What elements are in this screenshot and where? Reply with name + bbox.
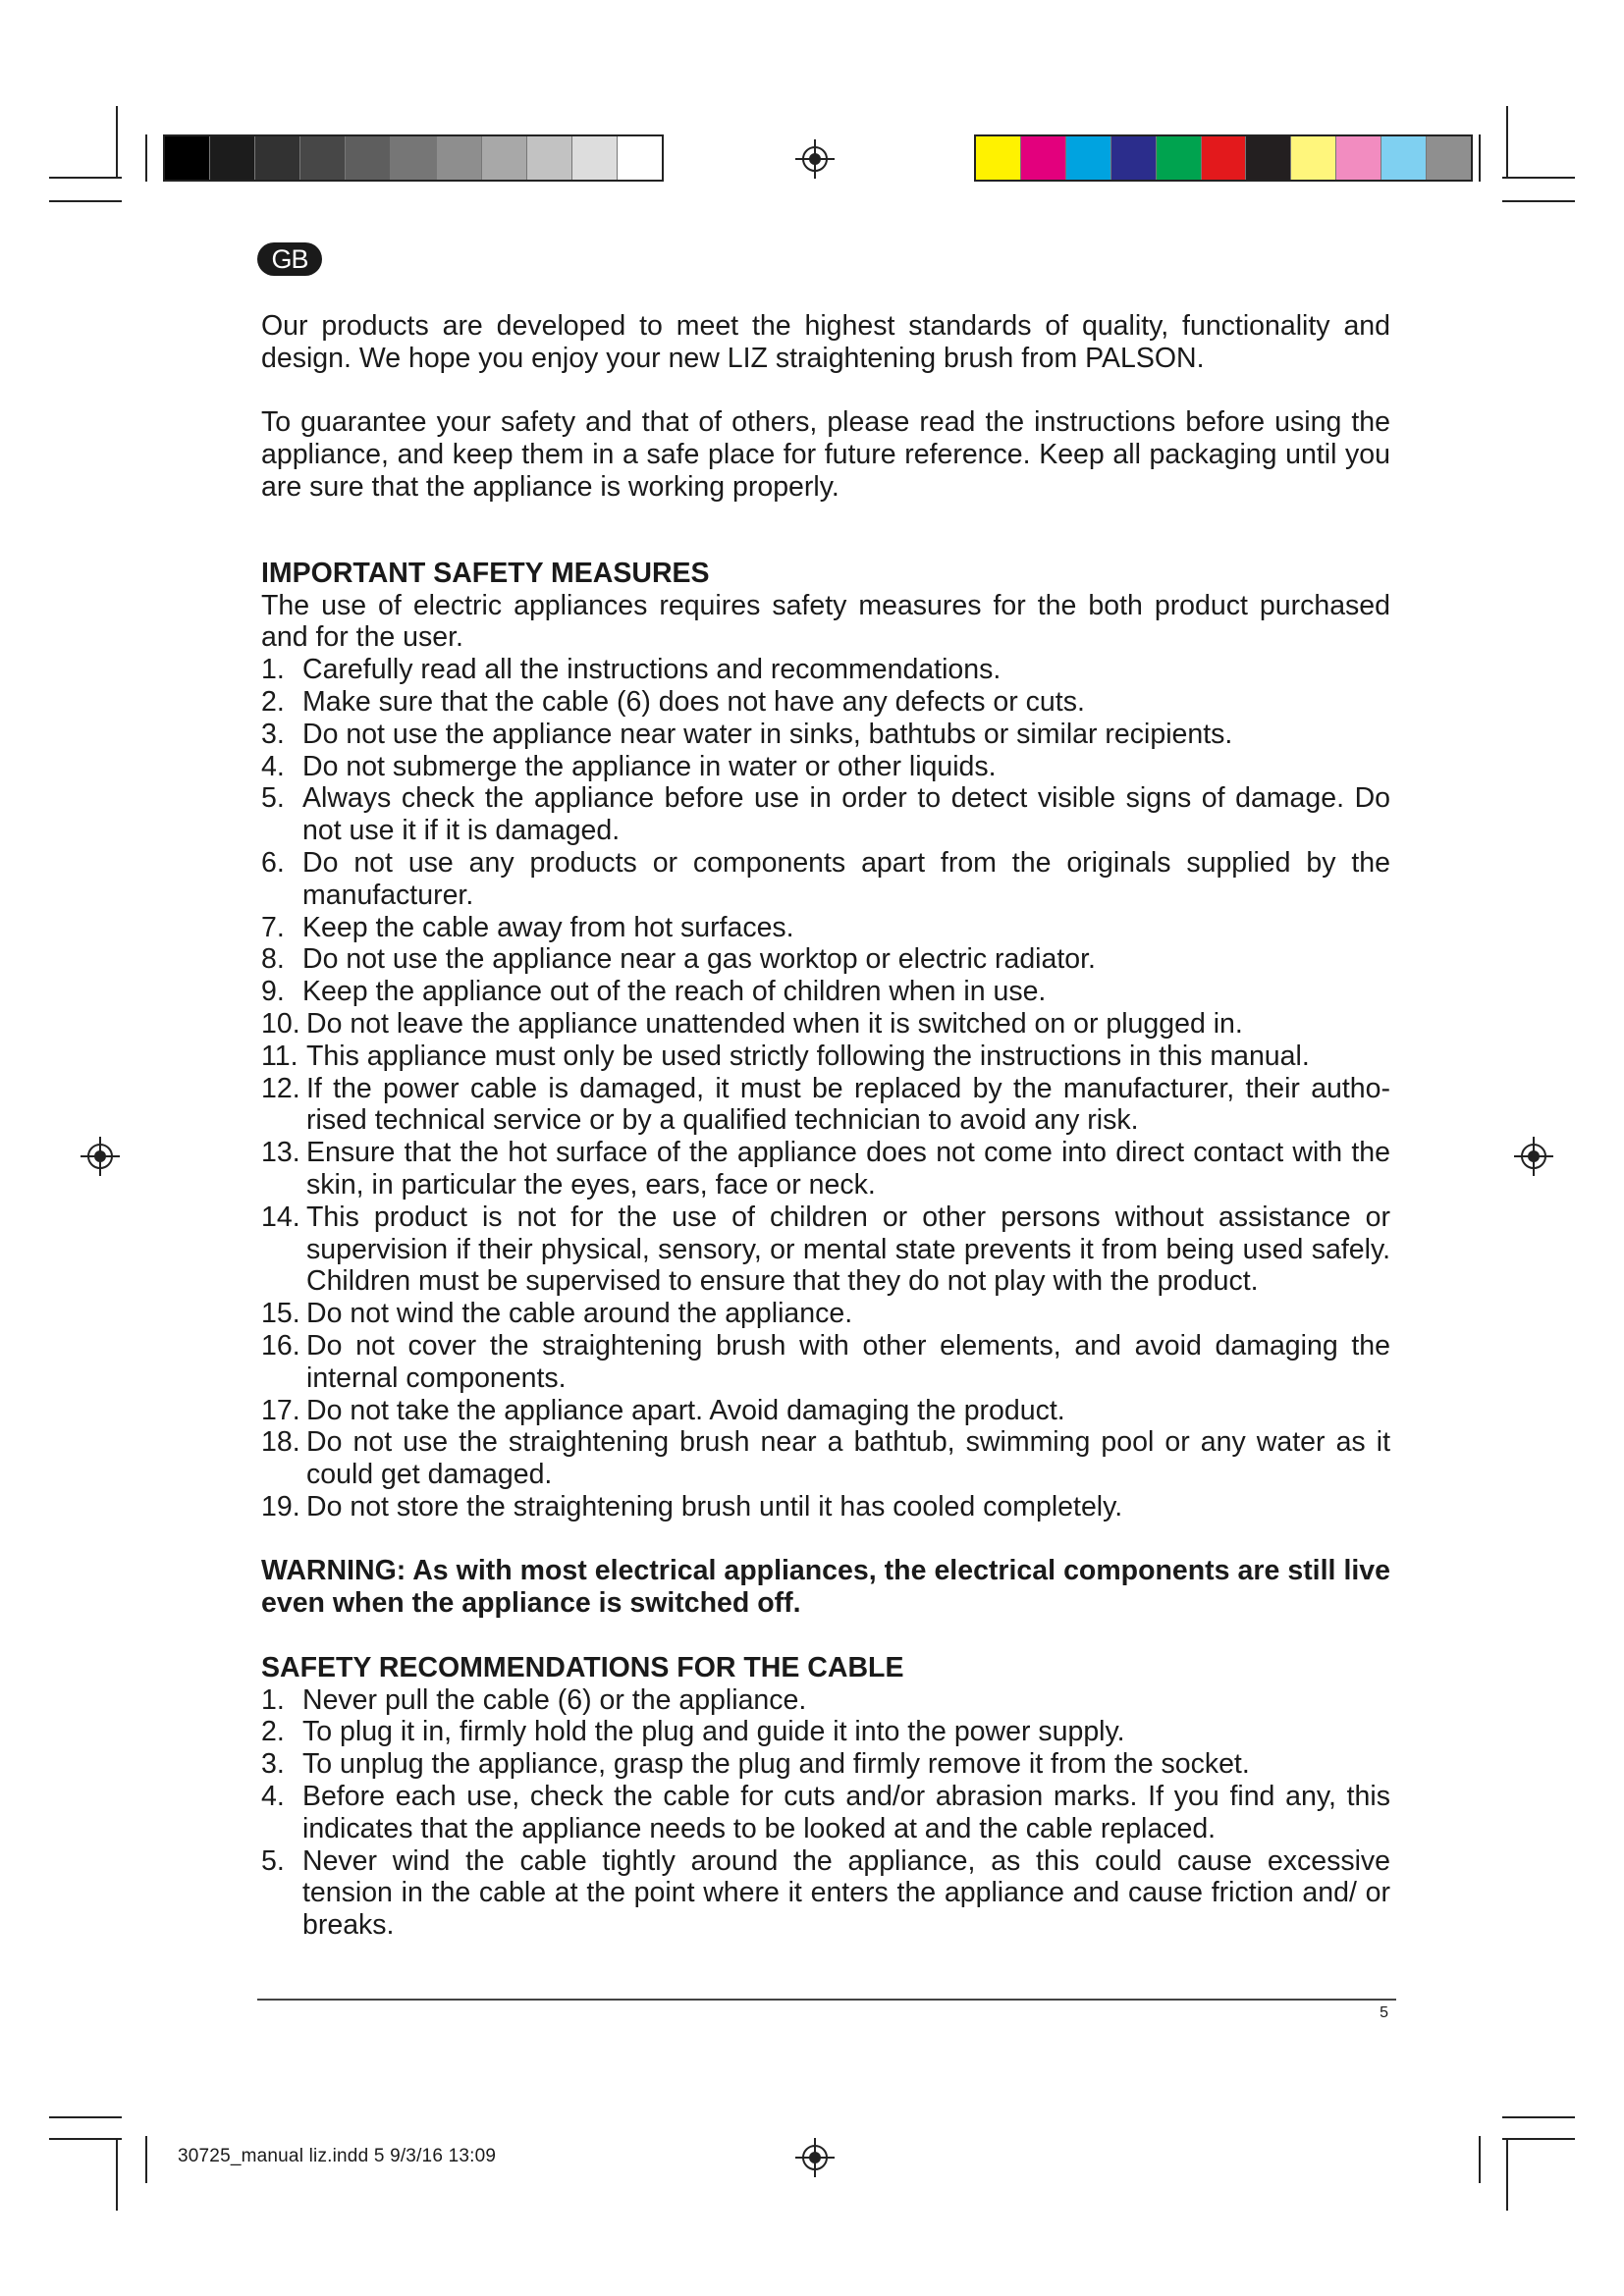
list-item <box>261 719 1390 751</box>
color-swatch <box>1021 136 1066 180</box>
list-item-number: 7. <box>261 911 285 943</box>
list-item-text: Always check the appliance before use in order to detect visible signs of damage. Do not use it if it is damaged. <box>302 782 1390 847</box>
color-swatch <box>482 136 527 180</box>
list-item <box>261 1298 1390 1330</box>
list-item <box>261 1201 1390 1298</box>
list-item-text: To plug it in, firmly hold the plug and guide it into the power supply. <box>302 1716 1125 1748</box>
list-item <box>261 1491 1390 1523</box>
color-calibration-bar <box>974 134 1473 182</box>
list-item-text: Do not submerge the appliance in water or other liquids. <box>302 750 997 782</box>
list-item-number: 3. <box>261 718 285 750</box>
list-item-number: 2. <box>261 685 285 718</box>
list-item <box>261 1008 1390 1041</box>
list-item-number: 1. <box>261 654 285 686</box>
list-item-text: Before each use, check the cable for cuts and/or abrasion marks. If you find any, this indicates that the appliance needs to be looked at and the cable replaced. <box>302 1781 1390 1844</box>
crop-mark <box>1479 2136 1481 2183</box>
list-item-number: 2. <box>261 1716 285 1748</box>
list-item-text: Do not use any products or components apart from the originals supplied by the manufacturer. <box>302 846 1390 911</box>
color-swatch <box>527 136 572 180</box>
color-swatch <box>165 136 210 180</box>
crop-mark <box>145 134 147 182</box>
crop-mark <box>116 2138 118 2211</box>
list-item-text: Do not cover the straightening brush with other elements, and avoid damaging the internal components. <box>306 1329 1390 1394</box>
list-item <box>261 1845 1390 1942</box>
crop-mark <box>49 2138 122 2140</box>
color-swatch <box>618 136 662 180</box>
language-badge: GB <box>257 242 322 276</box>
crop-mark <box>49 2116 122 2118</box>
list-item <box>261 1426 1390 1491</box>
list-item-text: This appliance must only be used strictly following the instructions in this manual. <box>306 1040 1310 1072</box>
list-item-text: Do not wind the cable around the appliance. <box>306 1298 853 1330</box>
list-item <box>261 1395 1390 1427</box>
list-item-text: Make sure that the cable (6) does not have any defects or cuts. <box>302 685 1085 718</box>
list-item <box>261 1330 1390 1395</box>
list-item <box>261 1137 1390 1201</box>
list-item <box>261 654 1390 686</box>
color-swatch <box>1381 136 1427 180</box>
list-item <box>261 1073 1390 1138</box>
manual-content <box>261 310 1390 1942</box>
color-swatch <box>437 136 482 180</box>
color-swatch <box>1246 136 1291 180</box>
list-item-number: 18. <box>261 1426 300 1459</box>
list-item-text: Never pull the cable (6) or the appliance. <box>302 1683 807 1716</box>
color-swatch <box>572 136 618 180</box>
color-swatch <box>391 136 436 180</box>
list-item <box>261 912 1390 944</box>
color-swatch <box>1066 136 1111 180</box>
list-item <box>261 782 1390 847</box>
list-item-text: To unplug the appliance, grasp the plug and firmly remove it from the socket. <box>302 1748 1250 1781</box>
list-item-number: 14. <box>261 1201 300 1233</box>
list-item-number: 17. <box>261 1394 300 1426</box>
list-item-number: 8. <box>261 943 285 976</box>
color-swatch <box>1291 136 1336 180</box>
color-swatch <box>1157 136 1202 180</box>
safety-heading: IMPORTANT SAFETY MEASURES <box>261 557 710 589</box>
file-slug: 30725_manual liz.indd 5 9/3/16 13:09 <box>178 2146 497 2166</box>
list-item <box>261 943 1390 976</box>
registration-mark-icon <box>795 139 835 179</box>
list-item-text: Do not use the straightening brush near a bathtub, swimming pool or any water as it could get damaged. <box>306 1426 1390 1491</box>
list-item-number: 3. <box>261 1748 285 1781</box>
warning-text: WARNING: As with most electrical appliances, the electrical components are still live even when the appliance is switched off. <box>261 1555 1390 1620</box>
list-item-number: 15. <box>261 1298 300 1330</box>
cable-heading: SAFETY RECOMMENDATIONS FOR THE CABLE <box>261 1651 904 1683</box>
list-item <box>261 976 1390 1008</box>
list-item-text: This product is not for the use of children or other persons without assistance or supervision if their physical, sensory, or mental state prevents it from being used safely. Children must be supervised to ensure that they do not play with the product. <box>306 1201 1390 1298</box>
crop-mark <box>1506 106 1508 179</box>
crop-mark <box>1506 2138 1508 2211</box>
color-swatch <box>300 136 346 180</box>
list-item-text: Carefully read all the instructions and recommendations. <box>302 654 1001 686</box>
registration-mark-icon <box>81 1137 120 1176</box>
crop-mark <box>1502 2116 1575 2118</box>
list-item-number: 9. <box>261 976 285 1008</box>
crop-mark <box>1502 2138 1575 2140</box>
crop-mark <box>49 177 122 179</box>
list-item-text: Do not leave the appliance unattended when it is switched on or plugged in. <box>306 1007 1243 1040</box>
list-item-number: 12. <box>261 1072 300 1104</box>
safety-intro: The use of electric appliances requires safety measures for the both product purchased and for the user. <box>261 589 1390 654</box>
list-item-text: Do not take the appliance apart. Avoid damaging the product. <box>306 1394 1065 1426</box>
color-swatch <box>976 136 1021 180</box>
list-item-number: 19. <box>261 1490 300 1522</box>
list-item-number: 16. <box>261 1329 300 1362</box>
color-swatch <box>1336 136 1381 180</box>
crop-mark <box>116 106 118 179</box>
intro-paragraph: To guarantee your safety and that of others, please read the instructions before using the appliance, and keep them in a safe place for future reference. Keep all packaging until you are sure that the appliance is working properly. <box>261 406 1390 503</box>
list-item-number: 13. <box>261 1137 300 1169</box>
grayscale-calibration-bar <box>163 134 664 182</box>
list-item <box>261 1041 1390 1073</box>
list-item-number: 4. <box>261 1781 285 1813</box>
intro-paragraph: Our products are developed to meet the highest standards of quality, functionality and design. We hope you enjoy your new LIZ straightening brush from PALSON. <box>261 310 1390 374</box>
color-swatch <box>346 136 391 180</box>
color-swatch <box>210 136 255 180</box>
list-item-number: 11. <box>261 1040 298 1072</box>
list-item <box>261 1748 1390 1781</box>
list-item-text: Never wind the cable tightly around the appliance, as this could cause excessive tension in the cable at the point where it enters the appliance and cause friction and/ or breaks. <box>302 1844 1390 1942</box>
list-item-text: Ensure that the hot surface of the appliance does not come into direct contact with the skin, in particular the eyes, ears, face or neck. <box>306 1137 1390 1201</box>
list-item-number: 1. <box>261 1683 285 1716</box>
list-item-number: 5. <box>261 1844 285 1877</box>
list-item-text: Keep the cable away from hot surfaces. <box>302 911 794 943</box>
list-item-text: Do not store the straightening brush until it has cooled completely. <box>306 1490 1123 1522</box>
crop-mark <box>1502 200 1575 202</box>
list-item-text: Do not use the appliance near a gas worktop or electric radiator. <box>302 943 1096 976</box>
list-item-number: 4. <box>261 750 285 782</box>
list-item <box>261 1684 1390 1717</box>
color-swatch <box>255 136 300 180</box>
registration-mark-icon <box>1514 1137 1553 1176</box>
list-item <box>261 1781 1390 1845</box>
list-item <box>261 751 1390 783</box>
list-item-text: Do not use the appliance near water in sinks, bathtubs or similar recipients. <box>302 718 1233 750</box>
color-swatch <box>1202 136 1247 180</box>
footer-rule <box>257 1999 1396 2001</box>
list-item-text: Keep the appliance out of the reach of children when in use. <box>302 976 1047 1008</box>
list-item <box>261 686 1390 719</box>
crop-mark <box>1502 177 1575 179</box>
list-item <box>261 847 1390 912</box>
crop-mark <box>49 200 122 202</box>
list-item <box>261 1716 1390 1748</box>
crop-mark <box>1479 134 1481 182</box>
crop-mark <box>145 2136 147 2183</box>
color-swatch <box>1111 136 1157 180</box>
list-item-number: 5. <box>261 782 285 815</box>
cable-list <box>261 1684 1390 1942</box>
list-item-text: If the power cable is damaged, it must be replaced by the manufacturer, their autho-rised technical service or by a qualified technician to avoid any risk. <box>306 1072 1390 1137</box>
list-item-number: 6. <box>261 846 285 879</box>
list-item-number: 10. <box>261 1007 300 1040</box>
page-number: 5 <box>1380 2004 1388 2021</box>
color-swatch <box>1427 136 1471 180</box>
registration-mark-icon <box>795 2138 835 2177</box>
safety-list <box>261 654 1390 1523</box>
